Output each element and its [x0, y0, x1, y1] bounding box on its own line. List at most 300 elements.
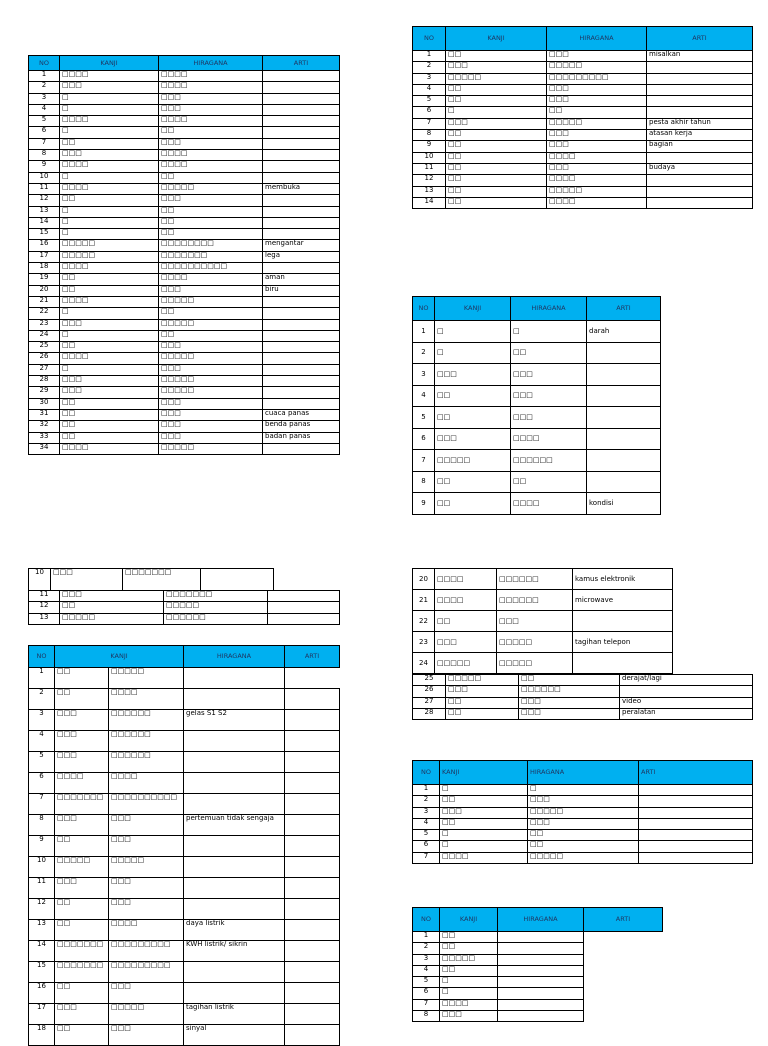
- cell-kanji: □□: [446, 175, 547, 186]
- table-row: [29, 308, 340, 319]
- cell-no: 8: [413, 130, 446, 141]
- cell-no: 11: [413, 163, 446, 174]
- cell-kanji: □: [60, 172, 159, 183]
- cell-hiragana: □□□: [159, 364, 263, 375]
- table-row: [29, 920, 340, 941]
- cell-arti: [184, 794, 285, 815]
- cell-hiragana: □□□: [159, 409, 263, 420]
- cell-kanji: □□□□□□□: [55, 962, 109, 983]
- cell-kanji: □: [60, 330, 159, 341]
- table-row: [413, 321, 661, 343]
- cell-kanji: □□□: [60, 376, 159, 387]
- cell-kanji: □□: [440, 943, 498, 954]
- cell-hiragana: □□□□: [109, 920, 184, 941]
- cell-no: 10: [29, 172, 60, 183]
- vocab-table-6b: [412, 674, 753, 720]
- table-row: [413, 686, 753, 697]
- cell-arti: [184, 878, 285, 899]
- table-row: [413, 141, 753, 152]
- cell-arti: [263, 263, 340, 274]
- cell-empty: [285, 668, 340, 689]
- header-kanji: KANJI: [55, 646, 184, 668]
- table-row: [413, 653, 673, 674]
- cell-arti: [639, 785, 753, 796]
- cell-arti: daya listrik: [184, 920, 285, 941]
- table-row: [413, 428, 661, 450]
- cell-kanji: □□□□□: [446, 675, 519, 686]
- cell-kanji: □□: [435, 611, 497, 632]
- cell-kanji: □□: [440, 965, 498, 976]
- vocab-table-5: [28, 645, 340, 1046]
- cell-no: 23: [413, 632, 435, 653]
- cell-arti: [263, 82, 340, 93]
- cell-no: 2: [413, 943, 440, 954]
- cell-no: 9: [29, 836, 55, 857]
- table-row: [413, 118, 753, 129]
- cell-no: 2: [29, 689, 55, 710]
- table-row: [29, 206, 340, 217]
- cell-arti: kondisi: [587, 493, 661, 515]
- cell-arti: [184, 962, 285, 983]
- cell-empty: [285, 857, 340, 878]
- table-row: [29, 899, 340, 920]
- cell-kanji: □□: [440, 818, 528, 829]
- cell-kanji: □□□: [60, 319, 159, 330]
- cell-arti: [647, 197, 753, 208]
- cell-arti: video: [620, 697, 753, 708]
- table-row: [29, 398, 340, 409]
- cell-hiragana: □□□□□: [159, 443, 263, 454]
- cell-arti: [263, 229, 340, 240]
- table-row: [29, 878, 340, 899]
- cell-arti: pesta akhir tahun: [647, 118, 753, 129]
- table-row: [29, 962, 340, 983]
- table-row: [29, 1025, 340, 1046]
- cell-hiragana: [498, 999, 584, 1010]
- cell-arti: [573, 653, 673, 674]
- table-row: [29, 342, 340, 353]
- cell-no: 3: [29, 93, 60, 104]
- cell-arti: [184, 689, 285, 710]
- cell-no: 18: [29, 263, 60, 274]
- table-row: [29, 150, 340, 161]
- cell-empty: [285, 983, 340, 1004]
- cell-kanji: □□□□: [60, 183, 159, 194]
- table-row: [29, 421, 340, 432]
- cell-no: 4: [413, 818, 440, 829]
- cell-arti: [201, 569, 274, 591]
- cell-kanji: □□: [435, 471, 511, 493]
- table-row: [29, 591, 340, 602]
- cell-hiragana: □□□□: [159, 71, 263, 82]
- cell-no: 5: [29, 116, 60, 127]
- cell-arti: [263, 308, 340, 319]
- cell-no: 2: [413, 342, 435, 364]
- table-body: [413, 321, 661, 515]
- cell-hiragana: □□□□□□: [497, 569, 573, 590]
- table-row: [29, 296, 340, 307]
- cell-arti: tagihan listrik: [184, 1004, 285, 1025]
- cell-kanji: □□□□□□□: [55, 794, 109, 815]
- cell-hiragana: □□: [159, 229, 263, 240]
- cell-kanji: □□: [440, 932, 498, 943]
- cell-kanji: □□□: [440, 1011, 498, 1022]
- header-no: NO: [29, 646, 55, 668]
- cell-kanji: □□: [446, 163, 547, 174]
- cell-no: 13: [413, 186, 446, 197]
- cell-kanji: □: [446, 107, 547, 118]
- cell-no: 16: [29, 240, 60, 251]
- cell-empty: [285, 941, 340, 962]
- vocab-table-8: [412, 907, 663, 1022]
- header-no: NO: [413, 297, 435, 321]
- cell-arti: [263, 71, 340, 82]
- table-row: [29, 387, 340, 398]
- cell-hiragana: □□: [159, 206, 263, 217]
- table-row: [29, 668, 340, 689]
- cell-no: 8: [413, 471, 435, 493]
- cell-no: 25: [29, 342, 60, 353]
- cell-kanji: □□□□: [60, 161, 159, 172]
- cell-hiragana: □□□□: [547, 197, 647, 208]
- cell-no: 10: [413, 152, 446, 163]
- cell-arti: [639, 818, 753, 829]
- table-row: [29, 689, 340, 710]
- cell-arti: atasan kerja: [647, 130, 753, 141]
- cell-no: 2: [413, 796, 440, 807]
- header-kanji: KANJI: [446, 27, 547, 51]
- table-row: [29, 93, 340, 104]
- header-kanji: KANJI: [435, 297, 511, 321]
- cell-arti: [639, 796, 753, 807]
- cell-kanji: □□: [446, 697, 519, 708]
- cell-hiragana: □□□: [159, 342, 263, 353]
- cell-kanji: □□: [446, 84, 547, 95]
- cell-empty: [285, 1025, 340, 1046]
- cell-hiragana: □□: [159, 217, 263, 228]
- cell-kanji: □: [60, 364, 159, 375]
- table-row: [29, 409, 340, 420]
- cell-kanji: □□: [55, 836, 109, 857]
- cell-hiragana: □□□: [109, 815, 184, 836]
- table-row: [413, 807, 753, 818]
- table-row: [29, 569, 274, 591]
- cell-arti: [263, 353, 340, 364]
- cell-hiragana: □□□□□□□: [164, 591, 268, 602]
- vocab-table-3: [412, 296, 661, 515]
- cell-kanji: □□□: [55, 752, 109, 773]
- table-row: [413, 697, 753, 708]
- table-row: [413, 632, 673, 653]
- header-hiragana: HIRAGANA: [511, 297, 587, 321]
- cell-arti: badan panas: [263, 432, 340, 443]
- cell-no: 22: [413, 611, 435, 632]
- table-row: [29, 432, 340, 443]
- cell-no: 13: [29, 920, 55, 941]
- table-row: [413, 943, 663, 954]
- header-hiragana: HIRAGANA: [498, 908, 584, 932]
- cell-kanji: □□: [435, 407, 511, 429]
- cell-kanji: □□: [60, 138, 159, 149]
- cell-arti: misalkan: [647, 51, 753, 62]
- cell-no: 8: [413, 1011, 440, 1022]
- table-row: [413, 569, 673, 590]
- cell-kanji: □□: [60, 285, 159, 296]
- cell-kanji: □□: [446, 186, 547, 197]
- table-row: [413, 841, 753, 852]
- cell-kanji: □□□: [446, 686, 519, 697]
- cell-no: 26: [413, 686, 446, 697]
- cell-hiragana: □□: [547, 107, 647, 118]
- cell-kanji: □□□□: [435, 590, 497, 611]
- table-row: [29, 172, 340, 183]
- cell-kanji: □□□□□: [60, 613, 164, 624]
- cell-no: 15: [29, 962, 55, 983]
- cell-kanji: □□□□□: [435, 450, 511, 472]
- cell-hiragana: □□□□□□: [109, 752, 184, 773]
- cell-no: 34: [29, 443, 60, 454]
- vocab-table-4b: [28, 590, 340, 625]
- header-arti: ARTI: [639, 761, 753, 785]
- cell-no: 7: [413, 118, 446, 129]
- table-body: [413, 675, 753, 720]
- table-row: [29, 602, 340, 613]
- cell-kanji: □□: [55, 668, 109, 689]
- cell-no: 14: [29, 941, 55, 962]
- table-row: [413, 590, 673, 611]
- cell-no: 4: [413, 385, 435, 407]
- table-row: [29, 731, 340, 752]
- cell-kanji: □□: [60, 398, 159, 409]
- cell-no: 5: [413, 830, 440, 841]
- table-row: [413, 852, 753, 863]
- cell-no: 9: [413, 493, 435, 515]
- header-kanji: KANJI: [440, 761, 528, 785]
- cell-no: 14: [29, 217, 60, 228]
- cell-hiragana: □□□: [159, 195, 263, 206]
- cell-hiragana: □□□: [109, 878, 184, 899]
- header-hiragana: HIRAGANA: [184, 646, 285, 668]
- cell-no: 25: [413, 675, 446, 686]
- cell-hiragana: □□: [511, 342, 587, 364]
- cell-hiragana: □□□□□□□□□□: [109, 794, 184, 815]
- cell-hiragana: □□□□: [159, 274, 263, 285]
- cell-no: 29: [29, 387, 60, 398]
- cell-no: 26: [29, 353, 60, 364]
- cell-kanji: □: [440, 785, 528, 796]
- cell-kanji: □□□: [55, 815, 109, 836]
- cell-hiragana: □□: [528, 841, 639, 852]
- table-row: [29, 240, 340, 251]
- cell-no: 27: [413, 697, 446, 708]
- cell-arti: [184, 668, 285, 689]
- table-row: [29, 857, 340, 878]
- cell-arti: [587, 450, 661, 472]
- cell-hiragana: □□□□□□: [519, 686, 620, 697]
- header-kanji: KANJI: [60, 56, 159, 71]
- cell-kanji: □□□□: [60, 116, 159, 127]
- cell-no: 14: [413, 197, 446, 208]
- table-row: [413, 62, 753, 73]
- cell-arti: [639, 841, 753, 852]
- cell-kanji: □: [60, 229, 159, 240]
- cell-hiragana: □□□□□: [547, 186, 647, 197]
- cell-hiragana: □□: [159, 127, 263, 138]
- cell-kanji: □□□: [55, 1004, 109, 1025]
- cell-arti: [647, 107, 753, 118]
- cell-no: 1: [413, 51, 446, 62]
- table-row: [413, 977, 663, 988]
- cell-arti: gelas S1 S2: [184, 710, 285, 731]
- cell-kanji: □□□: [60, 387, 159, 398]
- cell-arti: lega: [263, 251, 340, 262]
- table-row: [29, 319, 340, 330]
- cell-arti: [268, 602, 340, 613]
- cell-empty: [285, 794, 340, 815]
- cell-no: 9: [29, 161, 60, 172]
- cell-no: 6: [413, 428, 435, 450]
- cell-no: 12: [29, 899, 55, 920]
- table-body: [413, 51, 753, 209]
- table-row: [29, 941, 340, 962]
- cell-hiragana: □□□□: [159, 82, 263, 93]
- cell-kanji: □□□□: [440, 852, 528, 863]
- cell-arti: [184, 983, 285, 1004]
- cell-no: 12: [29, 195, 60, 206]
- header-arti: ARTI: [584, 908, 663, 932]
- cell-hiragana: □□□□□□□: [123, 569, 201, 591]
- table-body: [29, 71, 340, 455]
- table-row: [413, 197, 753, 208]
- cell-hiragana: □□□□□: [497, 632, 573, 653]
- cell-kanji: □□□: [60, 591, 164, 602]
- cell-arti: [647, 152, 753, 163]
- cell-kanji: □□□□: [60, 71, 159, 82]
- cell-hiragana: □□□: [109, 899, 184, 920]
- cell-no: 11: [29, 878, 55, 899]
- cell-kanji: □□: [446, 130, 547, 141]
- cell-no: 7: [29, 794, 55, 815]
- cell-hiragana: [498, 988, 584, 999]
- table-row: [413, 830, 753, 841]
- cell-hiragana: □□□: [547, 141, 647, 152]
- cell-kanji: □□□: [446, 118, 547, 129]
- cell-hiragana: □□□□: [547, 152, 647, 163]
- cell-kanji: □□□□: [440, 999, 498, 1010]
- table-row: [29, 195, 340, 206]
- cell-kanji: □□□: [60, 82, 159, 93]
- table-row: [29, 82, 340, 93]
- cell-hiragana: □□□□□□□□□: [547, 73, 647, 84]
- cell-arti: derajat/lagi: [620, 675, 753, 686]
- cell-no: 3: [413, 73, 446, 84]
- cell-arti: cuaca panas: [263, 409, 340, 420]
- cell-kanji: □□□: [440, 807, 528, 818]
- cell-no: 9: [413, 141, 446, 152]
- cell-hiragana: □□□: [159, 421, 263, 432]
- cell-kanji: □□□□□: [60, 251, 159, 262]
- table-row: [29, 251, 340, 262]
- cell-hiragana: □□□: [547, 163, 647, 174]
- cell-arti: [184, 731, 285, 752]
- cell-arti: aman: [263, 274, 340, 285]
- cell-kanji: □: [440, 841, 528, 852]
- cell-hiragana: □□□□□: [109, 857, 184, 878]
- cell-hiragana: □□□: [547, 51, 647, 62]
- cell-hiragana: □□□: [109, 983, 184, 1004]
- cell-no: 7: [413, 450, 435, 472]
- cell-hiragana: □□: [519, 675, 620, 686]
- cell-hiragana: □□□□□: [159, 183, 263, 194]
- cell-kanji: □□: [55, 1025, 109, 1046]
- cell-empty: [285, 878, 340, 899]
- cell-arti: [587, 471, 661, 493]
- cell-hiragana: [498, 943, 584, 954]
- cell-hiragana: □□□□□: [547, 118, 647, 129]
- table-row: [413, 708, 753, 719]
- cell-hiragana: □□□□: [511, 493, 587, 515]
- cell-no: 21: [29, 296, 60, 307]
- cell-arti: [263, 364, 340, 375]
- table-row: [29, 815, 340, 836]
- cell-hiragana: [498, 1011, 584, 1022]
- cell-hiragana: □□□□□: [109, 668, 184, 689]
- table-row: [29, 229, 340, 240]
- cell-arti: budaya: [647, 163, 753, 174]
- table-row: [29, 274, 340, 285]
- cell-kanji: □□□: [51, 569, 123, 591]
- cell-arti: [573, 611, 673, 632]
- table-row: [413, 96, 753, 107]
- cell-hiragana: □□□: [109, 1025, 184, 1046]
- cell-no: 27: [29, 364, 60, 375]
- table-row: [29, 116, 340, 127]
- cell-hiragana: □□□: [519, 697, 620, 708]
- cell-arti: [647, 175, 753, 186]
- cell-hiragana: □□□□□: [159, 387, 263, 398]
- cell-no: 5: [413, 96, 446, 107]
- table-body: [29, 569, 274, 591]
- cell-no: 10: [29, 569, 51, 591]
- table-row: [413, 785, 753, 796]
- header-arti: ARTI: [647, 27, 753, 51]
- cell-arti: [184, 899, 285, 920]
- table-body: [29, 591, 340, 625]
- cell-kanji: □: [60, 206, 159, 217]
- cell-no: 12: [413, 175, 446, 186]
- cell-hiragana: □□: [511, 471, 587, 493]
- table-row: [29, 183, 340, 194]
- cell-kanji: □: [60, 93, 159, 104]
- cell-no: 28: [413, 708, 446, 719]
- cell-hiragana: □□□: [511, 364, 587, 386]
- cell-hiragana: □□□□: [159, 150, 263, 161]
- cell-hiragana: □□□□□: [159, 353, 263, 364]
- vocab-table-1: [28, 55, 340, 455]
- cell-kanji: □□□□: [60, 353, 159, 364]
- cell-hiragana: □□□□: [159, 116, 263, 127]
- cell-kanji: □: [60, 127, 159, 138]
- cell-hiragana: □□□: [528, 796, 639, 807]
- cell-arti: mengantar: [263, 240, 340, 251]
- header-hiragana: HIRAGANA: [528, 761, 639, 785]
- cell-no: 3: [413, 954, 440, 965]
- header-no: NO: [413, 761, 440, 785]
- cell-no: 12: [29, 602, 60, 613]
- cell-arti: biru: [263, 285, 340, 296]
- cell-no: 18: [29, 1025, 55, 1046]
- cell-arti: [263, 127, 340, 138]
